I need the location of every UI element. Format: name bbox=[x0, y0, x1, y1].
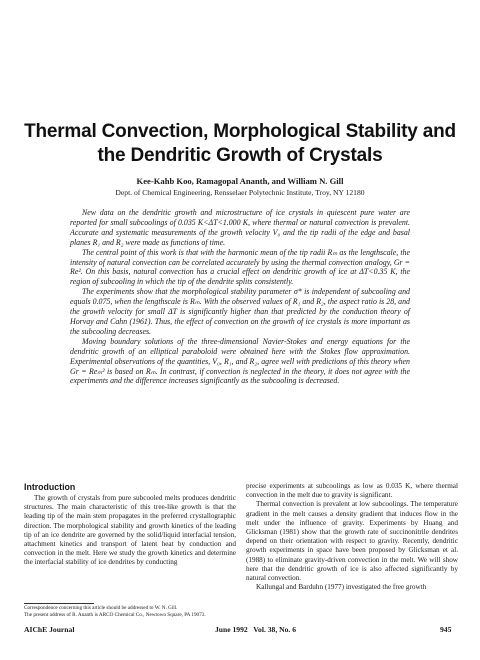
intro-paragraph-1: The growth of crystals from pure subcooled melts produces dendritic structures. The main characteristic of this tree-like growth is that the leading tip of the main stem propagates in the preferred crystallographic direction. The morphological stability and growth kinetics of the leading tip of an ice dendrite are governed by the solid/liquid interfacial tension, attachment kinetics and transport of latent heat by conduction and convection in the melt. Here we study the growth kinetics and determine the interfacial stability of ice dendrites by conducting bbox=[24, 494, 236, 567]
footer-page-number: 945 bbox=[440, 625, 452, 634]
footer-journal-name: AIChE Journal bbox=[24, 625, 75, 634]
title-line-2: the Dendritic Growth of Crystals bbox=[97, 145, 383, 166]
footnote-correspondence: Correspondence concerning this article should be addressed to W. N. Gill. bbox=[24, 605, 178, 611]
left-column bbox=[24, 494, 236, 568]
author-list: Kee-Kahb Koo, Ramagopal Ananth, and William N. Gill bbox=[136, 176, 344, 186]
footnote-address: The present address of R. Ananth is ARCO Chemical Co., Newtown Square, PA 19073. bbox=[24, 611, 206, 618]
article-title bbox=[24, 120, 456, 168]
footnotes bbox=[24, 605, 236, 618]
right-column bbox=[246, 482, 458, 592]
title-line-1: Thermal Convection, Morphological Stability and bbox=[24, 121, 456, 142]
abstract bbox=[70, 208, 410, 386]
author-affiliation: Dept. of Chemical Engineering, Rensselaer Polytechnic Institute, Troy, NY 12180 bbox=[115, 188, 365, 197]
intro-paragraph-1-continued: precise experiments at subcoolings as low as 0.035 K, where thermal convection in the melt due to gravity is significant. bbox=[246, 482, 458, 500]
footnote-rule bbox=[24, 603, 94, 604]
footer-issue: June 1992 Vol. 38, No. 6 bbox=[215, 625, 297, 634]
section-heading-introduction: Introduction bbox=[24, 482, 76, 492]
intro-paragraph-3: Kallungal and Barduhn (1977) investigated the free growth bbox=[256, 583, 427, 592]
abstract-paragraph-3: The experiments show that the morphological stability parameter σ* is independent of subcooling and equals 0.075, when the lengthscale is Rₘ. With the observed values of R₁ and R₂, the aspect ratio is 28, and the growth velocity for small ΔT is significantly higher than that predicted by the conduction theory of Horvay and Cahn (1961). Thus, the effect of convection on the growth of ice crystals is more important as the subcooling decreases. bbox=[70, 287, 410, 336]
abstract-paragraph-1: New data on the dendritic growth and microstructure of ice crystals in quiescent pure water are reported for small subcoolings of 0.035 K<ΔT<1.000 K, where thermal or natural convection is prevalent. Accurate and systematic measurements of the growth velocity V₀ and the tip radii of the edge and basal planes R₁ and R₂ were made as functions of time. bbox=[70, 208, 410, 247]
abstract-paragraph-2: The central point of this work is that with the harmonic mean of the tip radii Rₘ as the lengthscale, the intensity of natural convection can be correlated accurately by using the thermal convection analogy, Gr = Re². On this basis, natural convection has a crucial effect on dendritic growth of ice at ΔT<0.35 K, the region of subcooling in which the tip of the dendrite splits consistently. bbox=[70, 247, 410, 287]
abstract-paragraph-4: Moving boundary solutions of the three-dimensional Navier-Stokes and energy equations for the dendritic growth of an elliptical paraboloid were obtained here with the Stokes flow approximation. Experimental observations of the quantities, V₀, R₁, and R₂, agree well with predictions of this theory when Gr = Reₘ² is based on Rₘ. In contrast, if convection is neglected in the theory, it does not agree with the experiments and the difference increases significantly as the subcooling is decreased. bbox=[70, 336, 410, 386]
intro-paragraph-2: Thermal convection is prevalent at low subcoolings. The temperature gradient in the melt causes a density gradient that induces flow in the melt under the influence of gravity. Experiments by Huang and Glicksman (1981) show that the growth rate of succinonitrile dendrites depend on their orientation with respect to gravity. Recently, dendritic growth experiments in space have been proposed by Glicksman et al. (1988) to eliminate gravity-driven convection in the melt. We will show here that the dendritic growth of ice is also affected significantly by natural convection. bbox=[246, 500, 458, 583]
